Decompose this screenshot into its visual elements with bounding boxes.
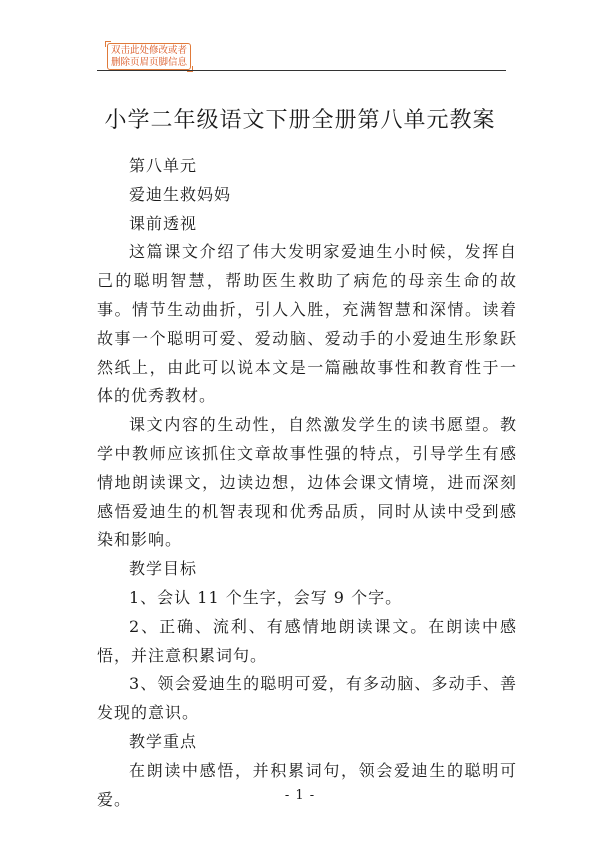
document-title: 小学二年级语文下册全册第八单元教案	[104, 108, 496, 133]
stamp-line-1: 双击此处修改或者	[111, 45, 188, 56]
goal-item: 1、会认 11 个生字，会写 9 个字。	[129, 587, 403, 607]
body-paragraph: 这篇课文介绍了伟大发明家爱迪生小时候，发挥自己的聪明智慧，帮助医生救助了病危的母亲生命的故事。情节生动曲折，引人入胜，充满智慧和深情。读着故事一个聪明可爱、爱动脑、爱动手的小爱迪生形象跃然纸上，由此可以说本文是一篇融故事性和教育性于一体的优秀教材。	[97, 242, 517, 406]
header-edit-stamp[interactable]	[107, 43, 191, 70]
focus-item: 在朗读中感悟，并积累词句，领会爱迪生的聪明可爱。	[97, 760, 517, 809]
body-paragraph: 课文内容的生动性，自然激发学生的读书愿望。教学中教师应该抓住文章故事性强的特点，引导学生有感情地朗读课文，边读边想，边体会课文情境，进而深刻感悟爱迪生的机智表现和优秀品质，同时从读中受到感染和影响。	[97, 415, 517, 550]
stamp-line-2: 删除页眉页脚信息	[111, 57, 188, 68]
header-divider	[97, 70, 506, 71]
goal-item: 3、领会爱迪生的聪明可爱，有多动脑、多动手、善发现的意识。	[97, 674, 517, 723]
lesson-title: 爱迪生救妈妈	[129, 184, 232, 204]
section-heading-preview: 课前透视	[129, 213, 198, 233]
section-heading-goals: 教学目标	[129, 559, 198, 579]
stamp-corner-bottom-right	[187, 66, 193, 72]
stamp-corner-top-left	[105, 41, 111, 47]
page-number: - 1 -	[284, 788, 316, 803]
goal-item: 2、正确、流利、有感情地朗读课文。在朗读中感悟，并注意积累词句。	[97, 616, 517, 665]
section-heading-focus: 教学重点	[129, 731, 198, 751]
section-heading-unit: 第八单元	[129, 156, 198, 175]
document-body	[97, 152, 517, 814]
